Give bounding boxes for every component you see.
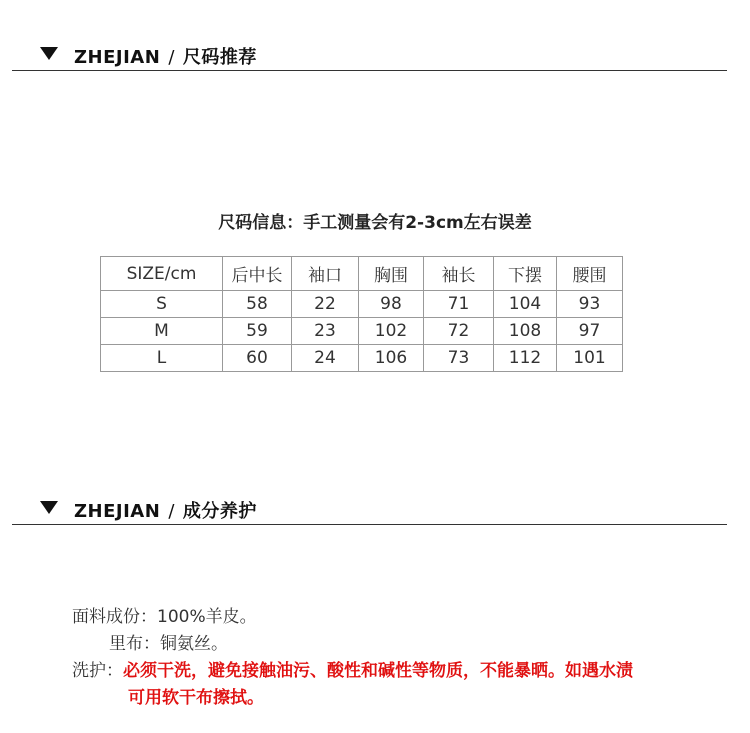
lining-composition — [109, 629, 228, 654]
wash-warning: 可用软干布擦拭。 — [128, 688, 264, 708]
fabric-value: 100%羊皮。 — [157, 607, 257, 627]
section-header-size — [12, 40, 727, 71]
column-header: 袖口 — [292, 257, 359, 291]
fabric-composition — [72, 602, 257, 627]
table-cell: 60 — [223, 345, 292, 372]
table-cell: 72 — [424, 318, 494, 345]
table-cell: 104 — [494, 291, 557, 318]
table-cell: 73 — [424, 345, 494, 372]
table-cell: 22 — [292, 291, 359, 318]
section-title: ZHEJIAN / 成分养护 — [74, 501, 257, 522]
table-cell: 102 — [359, 318, 424, 345]
section-header-care — [12, 494, 727, 525]
wash-warning: 必须干洗，避免接触油污、酸性和碱性等物质，不能暴晒。如遇水渍 — [123, 661, 633, 681]
table-cell: 98 — [359, 291, 424, 318]
triangle-down-icon — [40, 501, 58, 514]
fabric-label: 面料成份： — [72, 607, 157, 627]
section-title: ZHEJIAN / 尺码推荐 — [74, 47, 257, 68]
table-cell: 93 — [557, 291, 623, 318]
table-cell: M — [101, 318, 223, 345]
size-table — [100, 256, 623, 372]
lining-label: 里布： — [109, 634, 160, 654]
column-header: 下摆 — [494, 257, 557, 291]
table-row — [101, 291, 623, 318]
wash-label: 洗护： — [72, 661, 123, 681]
table-cell: 24 — [292, 345, 359, 372]
table-cell: 112 — [494, 345, 557, 372]
column-header: SIZE/cm — [101, 257, 223, 291]
wash-instructions — [72, 656, 633, 681]
lining-value: 铜氨丝。 — [160, 634, 228, 654]
table-cell: 108 — [494, 318, 557, 345]
table-cell: 106 — [359, 345, 424, 372]
table-row — [101, 318, 623, 345]
table-cell: 71 — [424, 291, 494, 318]
table-cell: S — [101, 291, 223, 318]
table-cell: 58 — [223, 291, 292, 318]
table-cell: 59 — [223, 318, 292, 345]
column-header: 后中长 — [223, 257, 292, 291]
table-header-row — [101, 257, 623, 291]
column-header: 腰围 — [557, 257, 623, 291]
table-cell: 101 — [557, 345, 623, 372]
triangle-down-icon — [40, 47, 58, 60]
size-info-title: 尺码信息：手工测量会有2-3cm左右误差 — [218, 213, 532, 233]
wash-instructions-continued — [128, 683, 264, 708]
column-header: 袖长 — [424, 257, 494, 291]
column-header: 胸围 — [359, 257, 424, 291]
table-cell: 97 — [557, 318, 623, 345]
table-cell: L — [101, 345, 223, 372]
table-cell: 23 — [292, 318, 359, 345]
table-row — [101, 345, 623, 372]
